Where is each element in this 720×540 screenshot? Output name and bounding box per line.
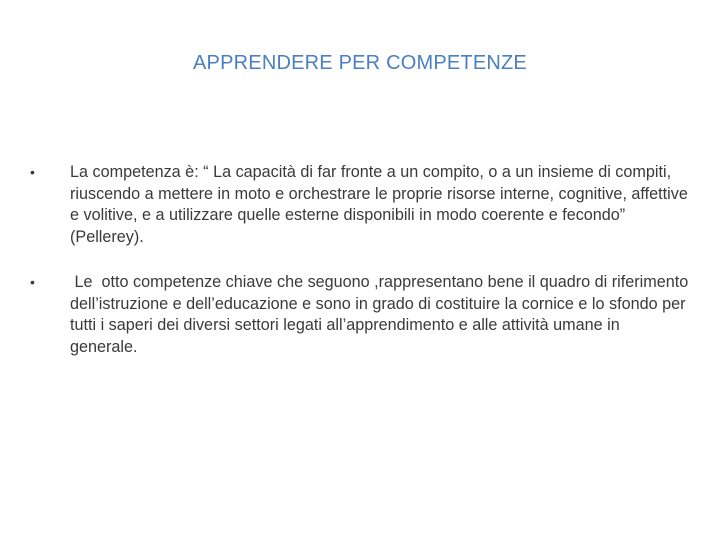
bullet-text: La competenza è: “ La capacità di far fronte a un compito, o a un insieme di compiti, riuscendo a mettere in moto e orchestrare le proprie risorse interne, cognitive, affettive e volitive, e a utilizzare quelle esterne disponibili in modo coerente e fecondo” (Pellerey).	[70, 163, 688, 246]
bullet-item-definition	[30, 162, 690, 248]
bullet-marker: •	[30, 274, 35, 290]
bullet-text: Le otto competenze chiave che seguono ,rappresentano bene il quadro di riferimento dell’istruzione e dell’educazione e sono in grado di costituire la cornice e lo sfondo per tutti i saperi dei diversi settori legati all’apprendimento e alle attività umane in generale.	[70, 273, 693, 356]
bullet-item-key-competences	[30, 272, 693, 358]
bullet-marker: •	[30, 164, 35, 180]
slide-title: APPRENDERE PER COMPETENZE	[193, 52, 527, 74]
bullet-list	[30, 162, 693, 358]
